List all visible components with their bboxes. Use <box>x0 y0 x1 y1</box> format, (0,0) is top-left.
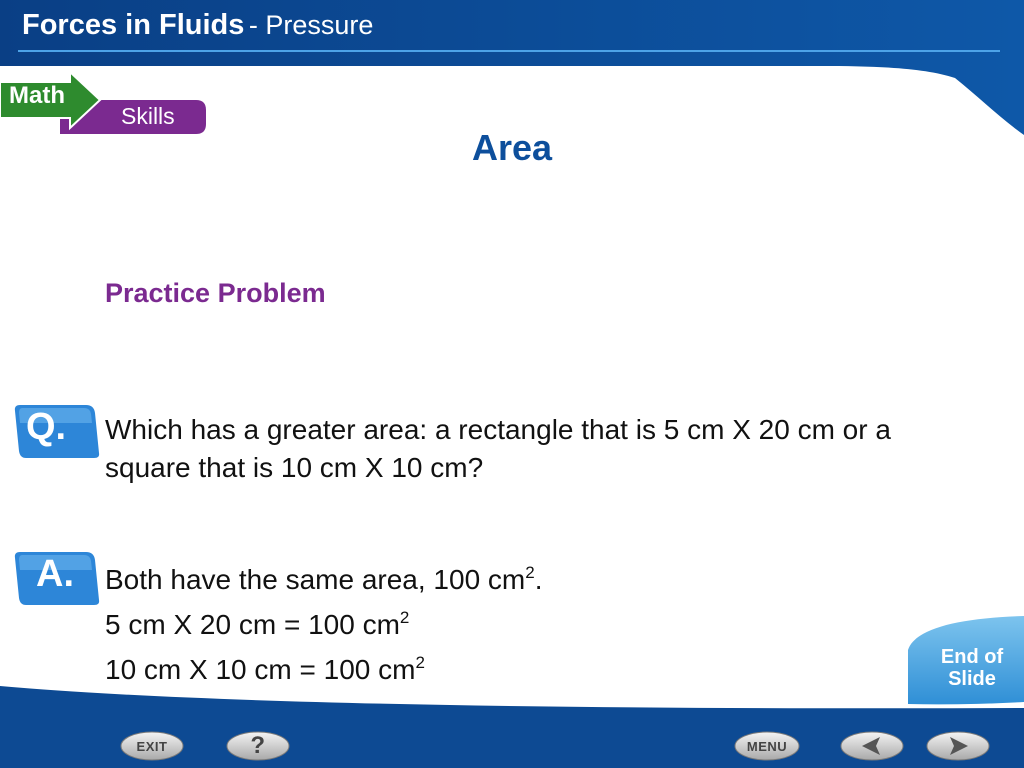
answer-line-sup: 2 <box>415 653 425 672</box>
answer-badge <box>14 550 100 611</box>
help-button[interactable] <box>226 731 290 761</box>
chapter-title-sub: - Pressure <box>248 10 374 40</box>
answer-line <box>105 609 409 641</box>
arrow-left-icon <box>840 731 904 761</box>
end-of-slide-line1: End of <box>940 646 1004 668</box>
previous-slide-button[interactable] <box>840 731 904 761</box>
help-button-label: ? <box>250 732 266 759</box>
math-label: Math <box>9 82 65 109</box>
answer-line-sup: 2 <box>399 608 410 627</box>
answer-line <box>105 654 425 686</box>
end-of-slide-line2: Slide <box>948 668 996 690</box>
menu-button[interactable] <box>734 731 800 761</box>
arrow-right-icon <box>926 731 990 761</box>
exit-button[interactable] <box>120 731 184 761</box>
slide-heading: Area <box>471 127 553 168</box>
question-letter: Q. <box>26 406 67 448</box>
next-slide-button[interactable] <box>926 731 990 761</box>
answer-line-text: 5 cm X 20 cm = 100 cm <box>105 609 400 640</box>
menu-button-label: MENU <box>746 738 788 754</box>
answer-line <box>105 564 543 596</box>
answer-letter: A. <box>36 553 74 595</box>
question-badge <box>14 403 100 464</box>
chapter-title <box>22 9 373 42</box>
exit-button-label: EXIT <box>136 738 168 754</box>
answer-line-text: Both have the same area, 100 cm <box>105 564 526 595</box>
answer-line-sup: 2 <box>525 563 535 582</box>
answer-line-suffix: . <box>534 564 543 595</box>
skills-label: Skills <box>121 103 175 129</box>
question-text: Which has a greater area: a rectangle that is 5 cm X 20 cm or a square that is 10 cm X 10 cm? <box>105 414 891 483</box>
chapter-title-main: Forces in Fluids <box>22 9 245 41</box>
answer-line-text: 10 cm X 10 cm = 100 cm <box>105 654 416 685</box>
practice-problem-heading: Practice Problem <box>105 278 326 308</box>
end-of-slide-label <box>922 646 1022 690</box>
